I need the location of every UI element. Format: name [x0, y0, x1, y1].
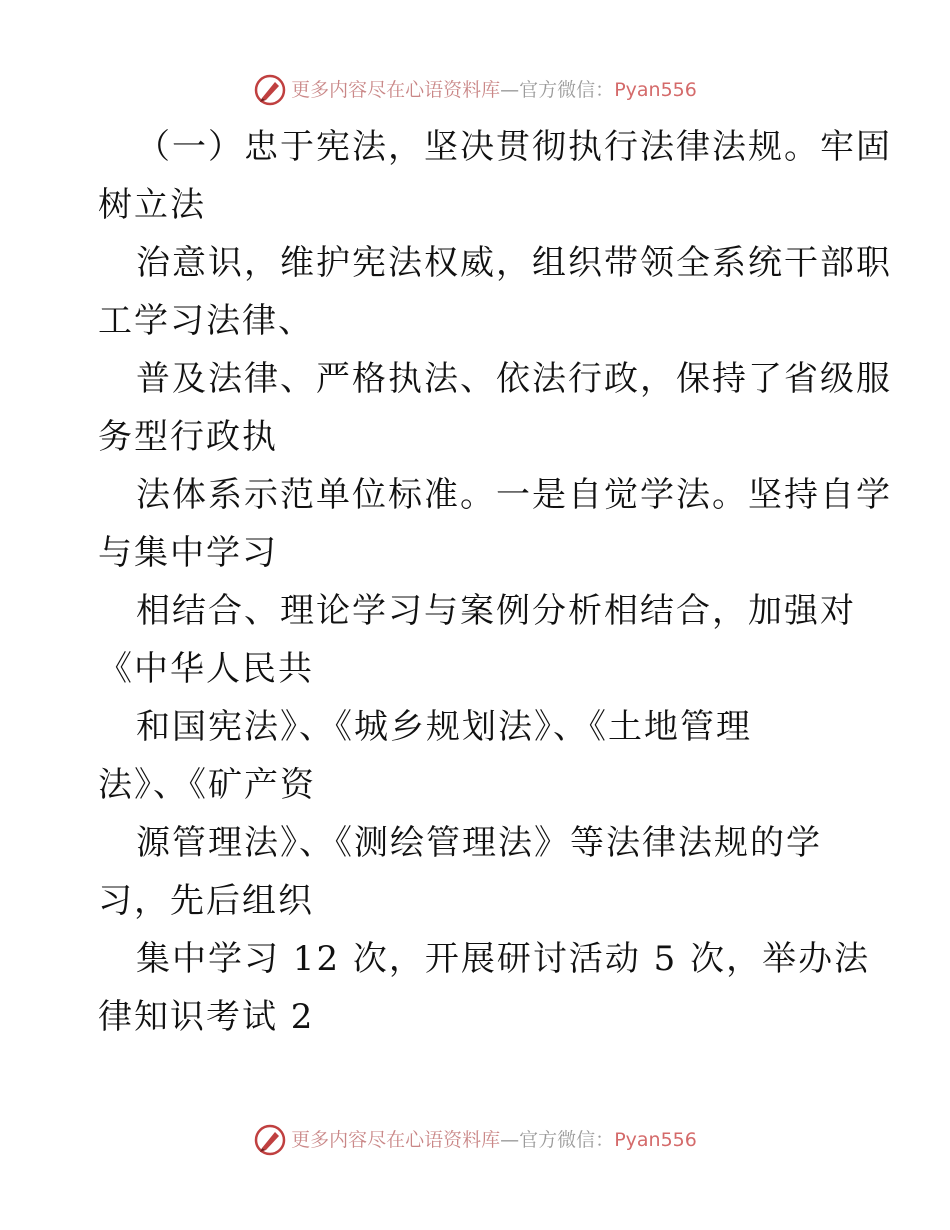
- text-line: 治意识，维护宪法权威，组织带领全系统干部职: [136, 243, 892, 283]
- text-line: 和国宪法》、《城乡规划法》、《土地管理: [136, 707, 752, 747]
- pen-logo-icon: [253, 73, 287, 107]
- document-body: [98, 118, 892, 1046]
- text-line: 法体系示范单位标准。一是自觉学法。坚持自学: [136, 475, 892, 515]
- text-line: 树立法: [98, 185, 206, 225]
- text-line: 与集中学习: [98, 533, 278, 573]
- text-line: 工学习法律、: [98, 301, 314, 341]
- text-line: 集中学习 12 次，开展研讨活动 5 次，举办法: [136, 939, 871, 979]
- text-line: 习，先后组织: [98, 881, 314, 921]
- banner-text-sep: —官方微信：: [500, 78, 615, 101]
- banner-text-main: 更多内容尽在心语资料库: [291, 78, 501, 101]
- banner-text-id: Pyan556: [614, 78, 697, 101]
- banner-text-sep: —官方微信：: [500, 1128, 615, 1151]
- text-line: （一）忠于宪法，坚决贯彻执行法律法规。牢固: [136, 127, 892, 167]
- header-watermark-banner: [0, 68, 950, 112]
- text-line: 法》、《矿产资: [98, 765, 316, 805]
- banner-text-id: Pyan556: [614, 1128, 697, 1151]
- text-line: 务型行政执: [98, 417, 278, 457]
- pen-logo-icon: [253, 1123, 287, 1157]
- banner-text-main: 更多内容尽在心语资料库: [291, 1128, 501, 1151]
- text-line: 《中华人民共: [98, 649, 314, 689]
- text-line: 相结合、理论学习与案例分析相结合，加强对: [136, 591, 856, 631]
- footer-watermark-banner: [0, 1118, 950, 1162]
- text-line: 律知识考试 2: [98, 997, 315, 1037]
- text-line: 普及法律、严格执法、依法行政，保持了省级服: [136, 359, 892, 399]
- text-line: 源管理法》、《测绘管理法》等法律法规的学: [136, 823, 822, 863]
